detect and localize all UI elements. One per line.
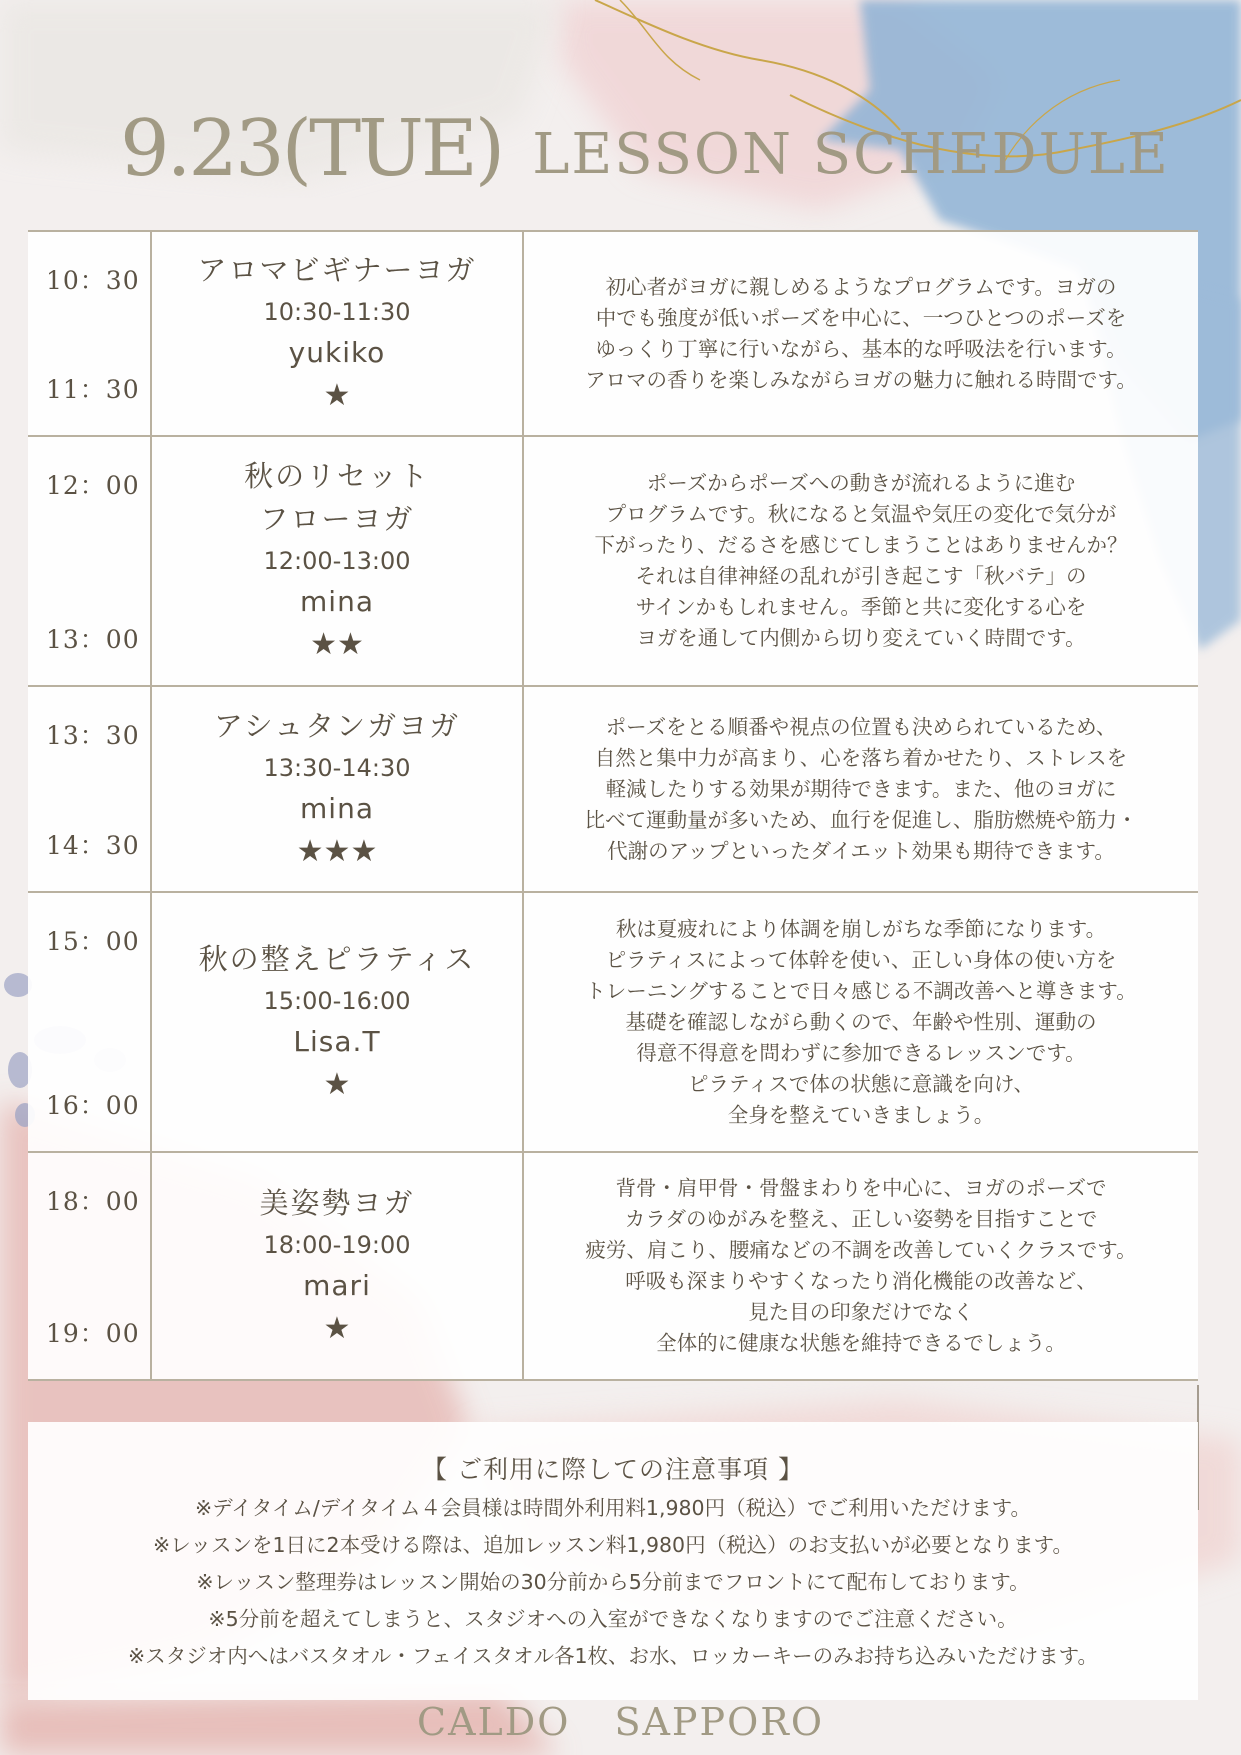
end-time: 16：00 [46, 1091, 140, 1120]
lesson-row [28, 231, 1198, 436]
lesson-row [28, 686, 1198, 892]
lesson-name: 秋のリセット フローヨガ [244, 459, 430, 536]
start-time: 13：30 [46, 721, 140, 750]
end-time: 19：00 [46, 1319, 140, 1348]
start-time: 15：00 [46, 927, 140, 956]
description-cell [523, 686, 1198, 892]
description-cell [523, 436, 1198, 686]
lesson-row [28, 892, 1198, 1152]
end-time: 13：00 [46, 625, 140, 654]
start-time: 12：00 [46, 471, 140, 500]
lesson-info-cell [151, 436, 523, 686]
lesson-name: アロマビギナーヨガ [197, 253, 477, 287]
schedule-table [28, 230, 1198, 1381]
lesson-description: 背骨・肩甲骨・骨盤まわりを中心に、ヨガのポーズで カラダのゆがみを整え、正しい姿勢を目指すことで 疲労、肩こり、腰痛などの不調を改善していくクラスです。 呼吸も深まりやすくなったり消化機能の改善など、 見た目の印象だけでなく 全体的に健康な状態を維持できるでしょう。 [585, 1176, 1137, 1355]
lesson-hours: 15:00-16:00 [263, 986, 411, 1015]
lesson-description: ポーズからポーズへの動きが流れるように進む プログラムです。秋になると気温や気圧の変化で気分が 下がったり、だるさを感じてしまうことはありませんか？ それは自律神経の乱れが引き起こす「秋バテ」の サインかもしれません。季節と共に変化する心を ヨガを通して内側から切り変えていく時間です。 [594, 471, 1128, 650]
difficulty-stars: ★★ [310, 627, 364, 662]
start-time: 18：00 [46, 1187, 140, 1216]
lesson-description: 初心者がヨガに親しめるようなプログラムです。ヨガの 中でも強度が低いポーズを中心に、一つひとつのポーズを ゆっくり丁寧に行いながら、基本的な呼吸法を行います。 アロマの香りを楽しみながらヨガの魅力に触れる時間です。 [585, 274, 1137, 392]
title-label: LESSON SCHEDULE [532, 121, 1170, 187]
lesson-row [28, 1152, 1198, 1380]
lesson-hours: 13:30-14:30 [263, 753, 411, 782]
instructor-name: yukiko [288, 336, 386, 369]
time-cell [28, 231, 151, 436]
lesson-hours: 10:30-11:30 [263, 298, 411, 326]
lesson-description: 秋は夏疲れにより体調を崩しがちな季節になります。 ピラティスによって体幹を使い、正しい身体の使い方を トレーニングすることで日々感じる不調改善へと導きます。 基礎を確認しながら動くので、年齢や性別、運動の 得意不得意を問わずに参加できるレッスンです。 ピラティスで体の状態に意識を向け、 全身を整えていきましょう。 [585, 916, 1137, 1127]
lesson-info-cell [151, 892, 523, 1152]
title-date: 9.23(TUE) [120, 104, 503, 194]
notes-heading: 【 ご利用に際しての注意事項 】 [422, 1455, 804, 1484]
instructor-name: mina [300, 791, 374, 825]
lesson-info-cell [151, 231, 523, 436]
time-cell [28, 892, 151, 1152]
lesson-name: 美姿勢ヨガ [259, 1185, 415, 1220]
end-time: 14：30 [46, 831, 140, 860]
note-item: ※5分前を超えてしまうと、スタジオへの入室ができなくなりますのでご注意ください。 [208, 1607, 1018, 1631]
note-item: ※スタジオ内へはバスタオル・フェイスタオル各1枚、お水、ロッカーキーのみお持ち込みいただけます。 [128, 1644, 1098, 1668]
page-title [120, 78, 1180, 194]
difficulty-stars: ★ [323, 1310, 351, 1346]
lesson-info-cell [151, 1152, 523, 1380]
time-cell [28, 1152, 151, 1380]
note-item: ※レッスン整理券はレッスン開始の30分前から5分前までフロントにて配布しております。 [196, 1570, 1030, 1594]
difficulty-stars: ★ [323, 378, 351, 413]
lesson-hours: 18:00-19:00 [263, 1230, 411, 1259]
description-cell [523, 892, 1198, 1152]
note-item: ※デイタイム/デイタイム４会員様は時間外利用料1,980円（税込）でご利用いただけます。 [195, 1496, 1031, 1520]
instructor-name: mina [300, 585, 374, 618]
notes-panel [28, 1422, 1198, 1700]
note-item: ※レッスンを1日に2本受ける際は、追加レッスン料1,980円（税込）のお支払いが必要となります。 [153, 1533, 1073, 1557]
lesson-info-cell [151, 686, 523, 892]
lesson-hours: 12:00-13:00 [263, 547, 411, 575]
description-cell [523, 231, 1198, 436]
instructor-name: mari [303, 1268, 371, 1302]
time-cell [28, 686, 151, 892]
end-time: 11：30 [46, 375, 140, 404]
instructor-name: Lisa.T [293, 1024, 381, 1058]
difficulty-stars: ★★★ [296, 833, 378, 869]
studio-name: CALDO SAPPORO [417, 1700, 824, 1744]
time-cell [28, 436, 151, 686]
lesson-description: ポーズをとる順番や視点の位置も決められているため、 自然と集中力が高まり、心を落ち着かせたり、ストレスを 軽減したりする効果が期待できます。また、他のヨガに 比べて運動量が多いため、血行を促進し、脂肪燃焼や筋力・ 代謝のアップといったダイエット効果も期待できます。 [584, 714, 1138, 863]
lesson-name: 秋の整えピラティス [198, 941, 476, 976]
difficulty-stars: ★ [323, 1066, 351, 1102]
description-cell [523, 1152, 1198, 1380]
lesson-name: アシュタンガヨガ [213, 708, 461, 743]
start-time: 10：30 [46, 266, 140, 295]
lesson-row [28, 436, 1198, 686]
